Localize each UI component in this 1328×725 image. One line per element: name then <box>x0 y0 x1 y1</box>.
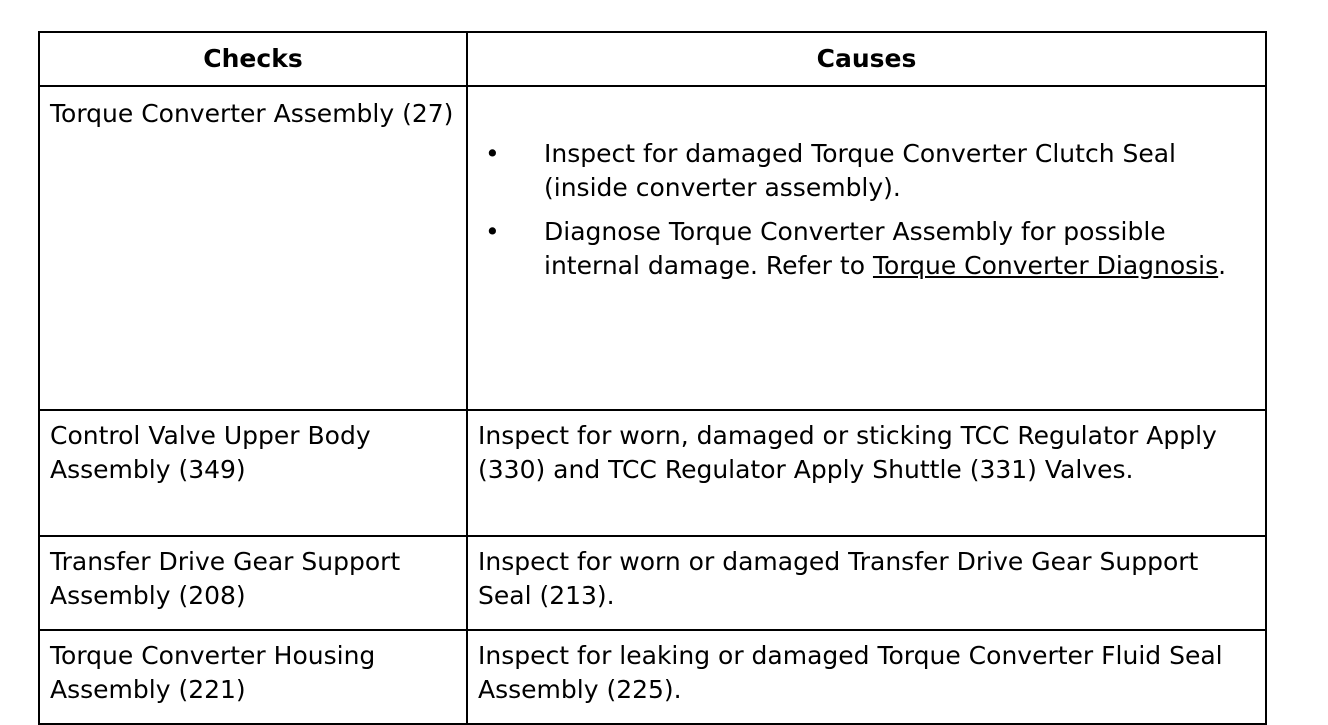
check-text: Control Valve Upper Body Assembly (349) <box>50 421 371 484</box>
check-text: Transfer Drive Gear Support Assembly (208) <box>50 547 401 610</box>
check-text: Torque Converter Housing Assembly (221) <box>50 641 376 704</box>
cause-text: Inspect for damaged Torque Converter Clutch Seal (inside converter assembly). <box>544 139 1176 202</box>
table-header-row <box>39 32 1266 86</box>
check-cell <box>39 86 467 410</box>
check-text: Torque Converter Assembly (27) <box>50 99 454 128</box>
check-cell <box>39 410 467 536</box>
diagnosis-table <box>38 31 1267 725</box>
causes-cell <box>467 410 1266 536</box>
causes-bullet-list <box>478 137 1255 283</box>
cause-suffix: . <box>1218 251 1227 280</box>
list-item <box>478 137 1255 205</box>
list-item <box>478 215 1255 283</box>
table-row <box>39 410 1266 536</box>
bullet-icon: • <box>485 217 500 246</box>
bullet-icon: • <box>485 139 500 168</box>
cause-text: Inspect for worn, damaged or sticking TCC Regulator Apply (330) and TCC Regulator Apply Shuttle (331) Valves. <box>478 421 1217 484</box>
check-cell <box>39 536 467 630</box>
causes-cell <box>467 536 1266 630</box>
header-checks: Checks <box>39 32 467 86</box>
table-row <box>39 86 1266 410</box>
causes-cell <box>467 630 1266 724</box>
table-row <box>39 630 1266 724</box>
header-causes: Causes <box>467 32 1266 86</box>
cause-text: Inspect for leaking or damaged Torque Converter Fluid Seal Assembly (225). <box>478 641 1223 704</box>
table-row <box>39 536 1266 630</box>
check-cell <box>39 630 467 724</box>
torque-converter-diagnosis-link[interactable]: Torque Converter Diagnosis <box>872 251 1219 280</box>
causes-cell <box>467 86 1266 410</box>
cause-text: Diagnose Torque Converter Assembly for possible internal damage. Refer to <box>544 217 1166 280</box>
cause-text: Inspect for worn or damaged Transfer Drive Gear Support Seal (213). <box>478 547 1199 610</box>
